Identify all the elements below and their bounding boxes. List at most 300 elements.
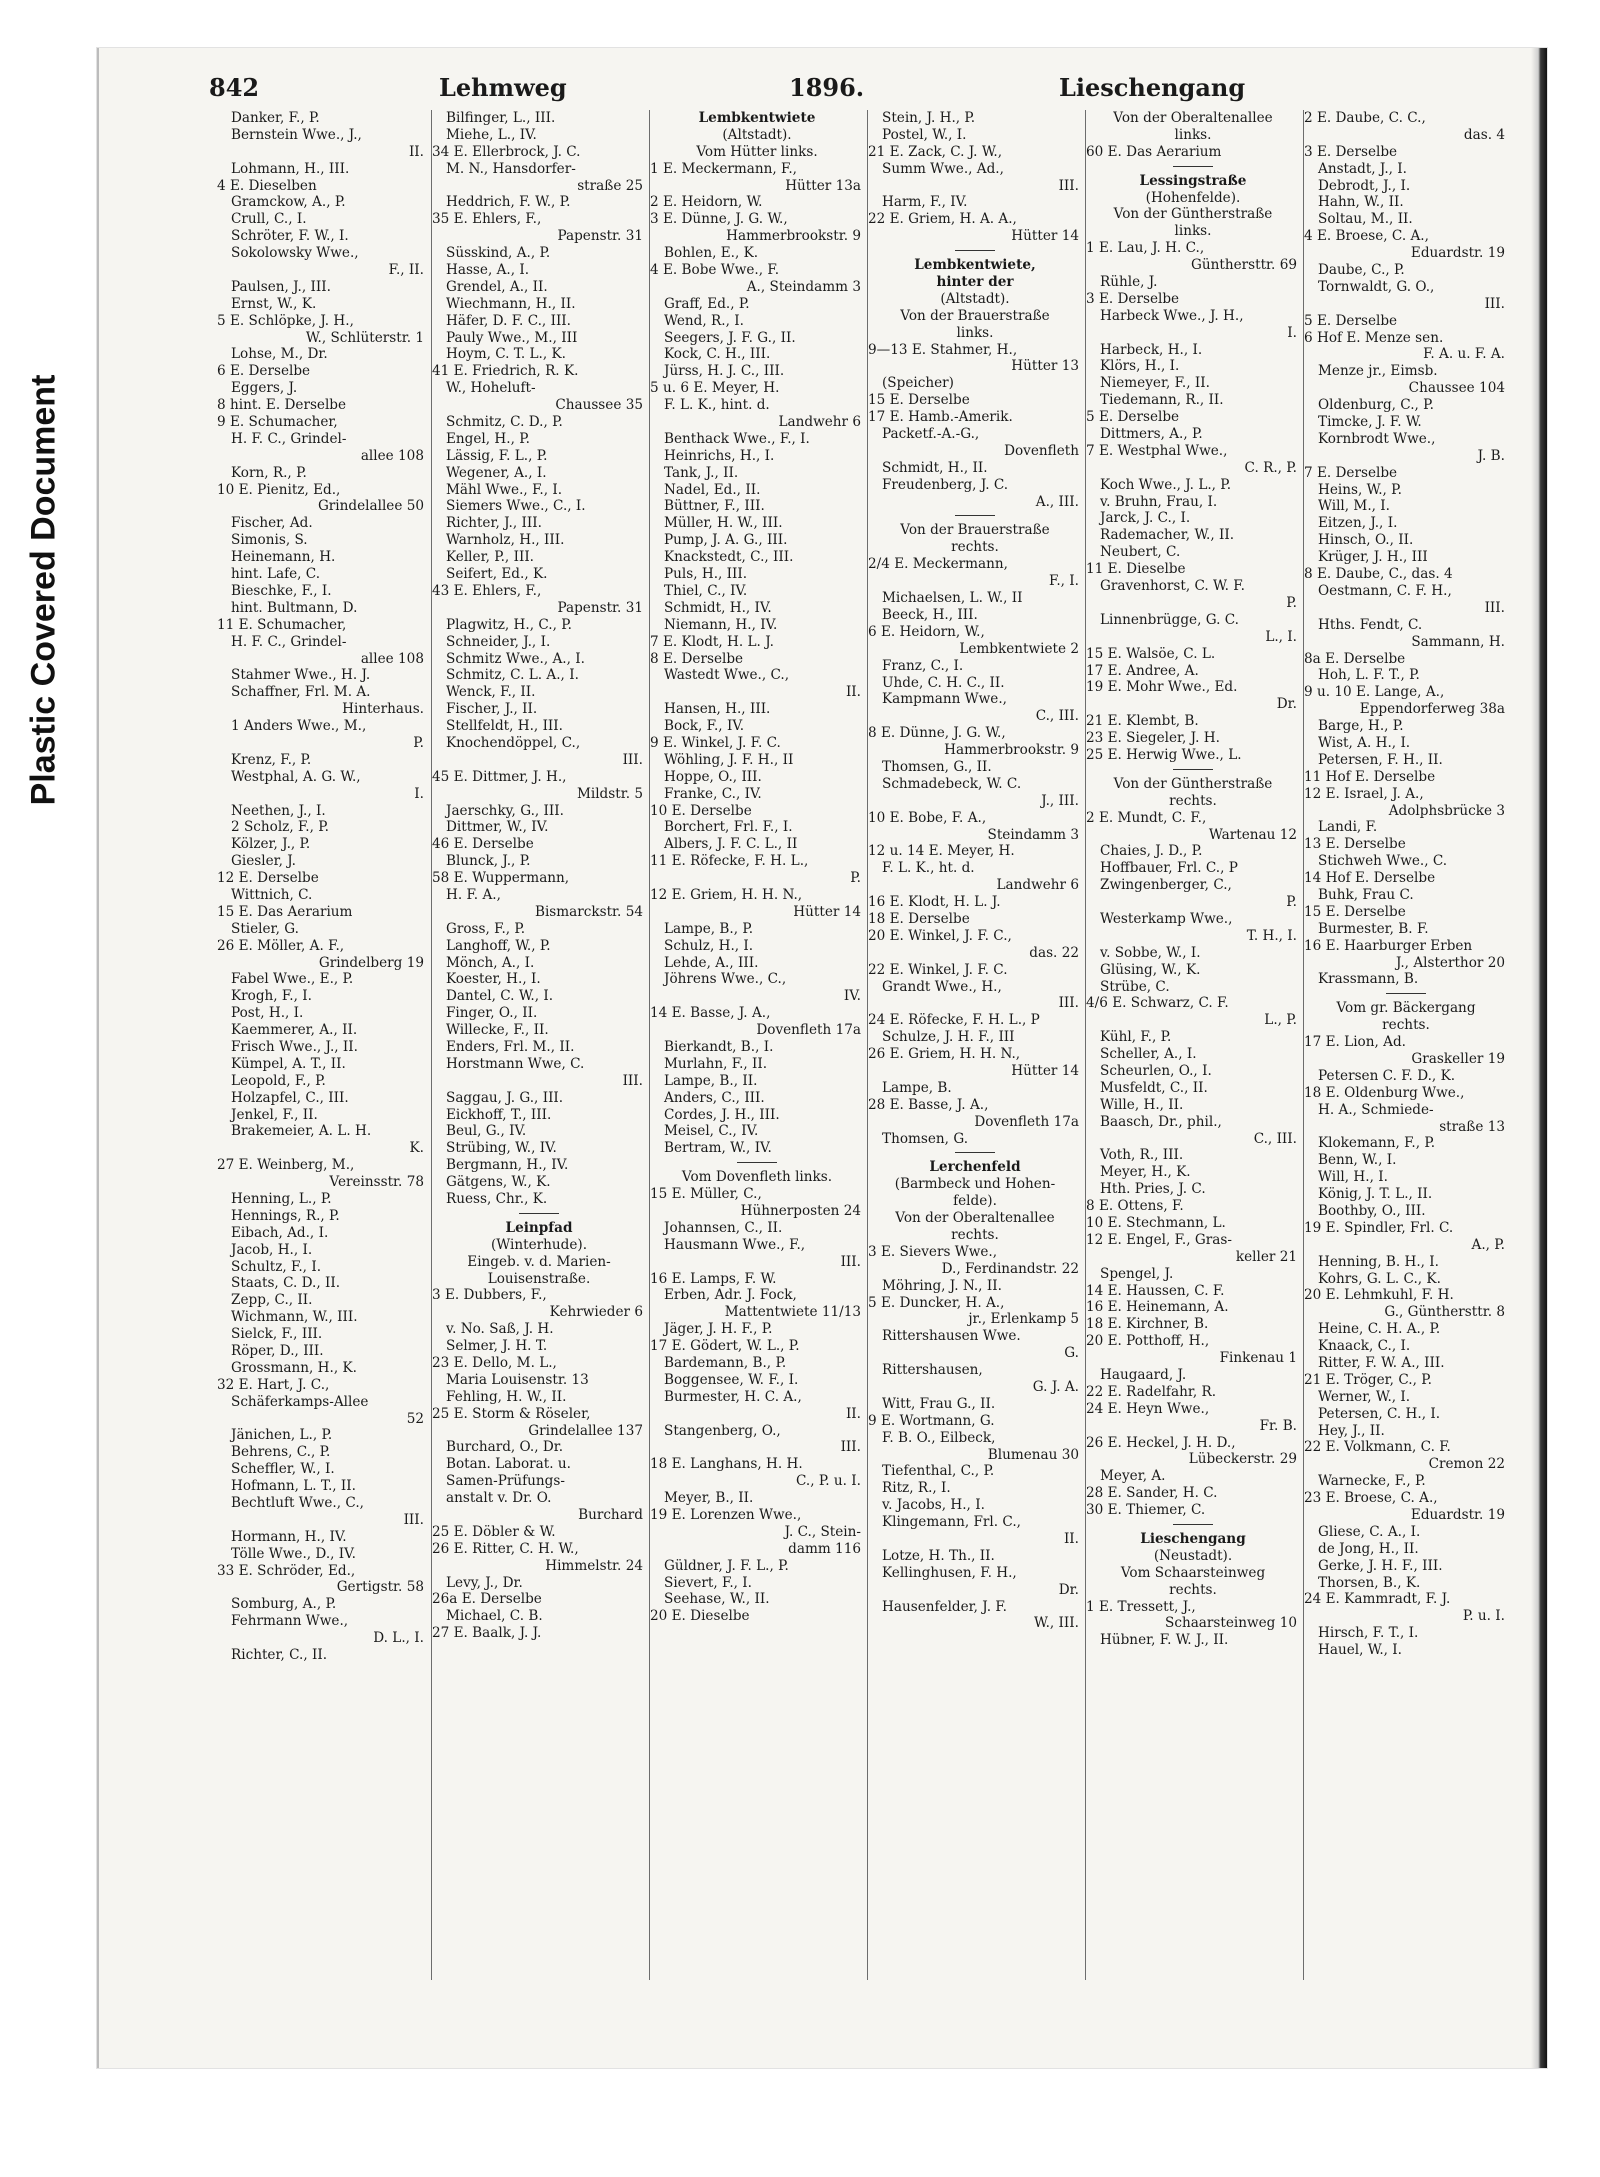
directory-line: C., P. u. I. (795, 1473, 861, 1490)
document-page (97, 48, 1547, 2068)
directory-line: Westerkamp Wwe., (1100, 910, 1233, 927)
directory-line: Gross, F., P. (446, 920, 526, 937)
directory-line: Blunck, J., P. (446, 853, 531, 870)
directory-line: C. R., P. (1244, 459, 1297, 476)
directory-line: Lampe, B., P. (664, 920, 754, 937)
directory-line: G. J. A. (1032, 1379, 1079, 1396)
directory-line: Puls, H., III. (664, 566, 748, 583)
directory-line: Eitzen, J., I. (1318, 515, 1398, 532)
directory-line: Michael, C. B. (446, 1608, 543, 1625)
directory-line: Süsskind, A., P. (446, 245, 551, 262)
directory-line: Fr. B. (1259, 1417, 1297, 1434)
directory-line: A., Steindamm 3 (746, 278, 861, 295)
directory-line: Barge, H., P. (1318, 718, 1404, 735)
directory-line: 16 E. Klodt, H. L. J. (868, 894, 1001, 911)
directory-line: 8 E. Ottens, F. (1086, 1198, 1184, 1215)
directory-line: Wille, H., II. (1100, 1096, 1184, 1113)
directory-line: Grossmann, H., K. (231, 1359, 357, 1376)
directory-line: Soltau, M., II. (1318, 211, 1413, 228)
directory-line: Schröter, F. W., I. (231, 228, 349, 245)
directory-line: 3 E. Sievers Wwe., (868, 1243, 998, 1260)
directory-line: Bieschke, F., I. (231, 582, 332, 599)
directory-line: Timcke, J. F. W. (1318, 414, 1422, 431)
directory-line: Summ Wwe., Ad., (882, 160, 1004, 177)
directory-line: Lohmann, H., III. (231, 160, 350, 177)
directory-line: Behrens, C., P. (231, 1444, 331, 1461)
directory-line: Koch Wwe., J. L., P. (1100, 476, 1232, 493)
directory-line: Hütter 14 (1011, 1062, 1079, 1079)
column-3 (649, 110, 864, 1980)
directory-line: Eggers, J. (231, 380, 298, 397)
directory-line: Müller, H. W., III. (664, 515, 783, 532)
directory-line: Eduardstr. 19 (1410, 245, 1505, 262)
directory-line: Seehase, W., II. (664, 1591, 770, 1608)
directory-line: links. (1174, 223, 1212, 240)
directory-line: Sammann, H. (1411, 633, 1505, 650)
directory-line: D. L., I. (373, 1630, 424, 1647)
directory-line: Sielck, F., III. (231, 1326, 323, 1343)
directory-line: Dr. (1276, 696, 1297, 713)
directory-line: Schäferkamps-Allee (231, 1393, 369, 1410)
directory-line: 46 E. Derselbe (432, 836, 534, 853)
directory-line: (Altstadt). (940, 290, 1010, 307)
directory-line: 2 E. Heidorn, W. (650, 194, 763, 211)
directory-line: F. L. K., hint. d. (664, 397, 770, 414)
directory-line: J. C., Stein- (784, 1523, 861, 1540)
directory-line: Hahn, W., II. (1318, 194, 1404, 211)
directory-line: Klokemann, F., P. (1318, 1135, 1436, 1152)
directory-line: W., Hoheluft- (446, 380, 536, 397)
directory-line: W., Schlüterstr. 1 (305, 329, 424, 346)
directory-line: 9 E. Schumacher, (217, 414, 338, 431)
directory-line: Eppendorferweg 38a (1359, 701, 1505, 718)
directory-line: 1 E. Meckermann, F., (650, 160, 797, 177)
directory-line: 28 E. Sander, H. C. (1086, 1485, 1218, 1502)
directory-line: 4/6 E. Schwarz, C. F. (1086, 995, 1229, 1012)
directory-line: 5 E. Derselbe (1086, 409, 1180, 426)
directory-line: Hühnerposten 24 (740, 1203, 861, 1219)
directory-line: Bardemann, B., P. (664, 1355, 787, 1372)
directory-line: Hennings, R., P. (231, 1207, 340, 1224)
directory-line: (Barmbeck und Hohen- (894, 1176, 1056, 1193)
directory-line: F., I. (1049, 573, 1079, 590)
directory-line: Schmitz Wwe., A., I. (446, 650, 585, 667)
directory-line: 24 E. Kammradt, F. J. (1304, 1591, 1451, 1608)
directory-line: Louisenstraße. (487, 1270, 591, 1287)
directory-line: Wist, A. H., I. (1318, 734, 1411, 751)
directory-line: Dittmers, A., P. (1100, 426, 1203, 443)
directory-line: links. (956, 324, 994, 341)
directory-line: 2/4 E. Meckermann, (868, 556, 1008, 573)
directory-line: rechts. (951, 539, 999, 556)
page-number: 842 (209, 73, 260, 102)
directory-line: Menze jr., Eimsb. (1318, 363, 1438, 380)
directory-line: Witt, Frau G., II. (882, 1395, 996, 1412)
directory-line: J., Alsterthor 20 (1395, 954, 1505, 971)
directory-line: rechts. (951, 1227, 999, 1243)
directory-line: J., III. (1041, 792, 1079, 809)
directory-line: Kehrwieder 6 (549, 1304, 643, 1321)
directory-line: rechts. (1169, 792, 1217, 809)
directory-line: Stellfeldt, H., III. (446, 718, 563, 735)
directory-line: Heinemann, H. (231, 549, 336, 566)
directory-line: Stein, J. H., P. (882, 110, 976, 126)
directory-line: Gerke, J. H. F., III. (1318, 1557, 1443, 1574)
directory-line: Knackstedt, C., III. (664, 549, 794, 566)
directory-line: Chaussee 35 (555, 397, 643, 414)
directory-line: Danker, F., P. (231, 110, 320, 126)
directory-line: Dovenfleth 17a (974, 1113, 1079, 1130)
directory-line: Gliese, C. A., I. (1318, 1523, 1421, 1540)
directory-line: III. (622, 1072, 643, 1089)
directory-line: Möhring, J. N., II. (882, 1277, 1002, 1294)
street-heading: Lerchenfeld (929, 1159, 1021, 1176)
directory-line: Lotze, H. Th., II. (882, 1547, 995, 1564)
directory-line: 15 E. Müller, C., (650, 1186, 762, 1203)
directory-line: Brakemeier, A. L. H. (231, 1123, 372, 1140)
street-heading: Lembkentwiete (698, 110, 816, 126)
directory-line: v. Jacobs, H., I. (882, 1497, 985, 1514)
directory-line: Post, H., I. (231, 1005, 304, 1022)
directory-line: Anders, C., III. (664, 1089, 765, 1106)
directory-line: Westphal, A. G. W., (231, 768, 361, 785)
directory-line: H. F. C., Grindel- (231, 430, 347, 447)
directory-line: 20 E. Potthoff, H., (1086, 1333, 1210, 1350)
directory-line: Hütter 13a (785, 177, 861, 194)
directory-line: 26 E. Ritter, C. H. W., (432, 1540, 579, 1557)
directory-line: 16 E. Lamps, F. W. (650, 1270, 777, 1287)
directory-line: Scheurlen, O., I. (1100, 1062, 1212, 1079)
directory-line: (Altstadt). (722, 126, 792, 143)
directory-line: Lampe, B., II. (664, 1072, 758, 1089)
directory-line: 22 E. Winkel, J. F. C. (868, 961, 1008, 978)
directory-line: Dr. (1058, 1581, 1079, 1598)
directory-line: Fabel Wwe., E., P. (231, 971, 354, 988)
directory-line: Blumenau 30 (987, 1446, 1079, 1463)
directory-line: Anstadt, J., I. (1318, 160, 1407, 177)
directory-line: J. B. (1477, 447, 1505, 464)
directory-line: 35 E. Ehlers, F., (432, 211, 542, 228)
directory-line: Hütter 13 (1011, 358, 1079, 375)
directory-line: Bohlen, E., K. (664, 245, 759, 262)
directory-line: Buhk, Frau C. (1318, 886, 1414, 903)
directory-line: Harbeck, H., I. (1100, 341, 1203, 358)
directory-line: Von der Brauerstraße (900, 307, 1050, 324)
directory-line: Holzapfel, C., III. (231, 1089, 349, 1106)
directory-line: Hütter 14 (793, 903, 861, 920)
directory-line: Bernstein Wwe., J., (231, 126, 362, 143)
directory-line: Von der Güntherstraße (1113, 206, 1273, 223)
directory-line: T. H., I. (1246, 927, 1297, 944)
directory-line: I. (414, 785, 424, 802)
directory-line: W., III. (1034, 1615, 1079, 1632)
directory-line: Freudenberg, J. C. (882, 476, 1009, 493)
directory-line: Langhoff, W., P. (446, 937, 551, 954)
directory-line: Sievert, F., I. (664, 1574, 752, 1591)
directory-line: Will, H., I. (1318, 1169, 1388, 1186)
directory-line: L., I. (1265, 628, 1297, 645)
directory-line: Tiefenthal, C., P. (882, 1463, 995, 1480)
directory-line: Thorsen, B., K. (1318, 1574, 1421, 1591)
directory-line: Tank, J., II. (664, 464, 739, 481)
directory-line: Schaffner, Frl. M. A. (231, 684, 371, 701)
directory-line: H. A., Schmiede- (1318, 1101, 1434, 1118)
directory-line: 6 E. Heidorn, W., (868, 623, 985, 640)
directory-line: Lässig, F. L., P. (446, 447, 548, 464)
directory-line: Beeck, H., III. (882, 606, 978, 623)
directory-line: Schneider, J., I. (446, 633, 551, 650)
directory-line: Michaelsen, L. W., II (882, 590, 1023, 607)
directory-line: 14 E. Haussen, C. F. (1086, 1282, 1225, 1299)
directory-line: Packetf.-A.-G., (882, 426, 980, 443)
directory-line: Jürss, H. J. C., III. (664, 363, 785, 380)
directory-line: 17 E. Hamb.-Amerik. (868, 409, 1013, 426)
directory-line: 12 u. 14 E. Meyer, H. (868, 843, 1015, 860)
directory-line: Harbeck Wwe., J. H., (1100, 307, 1244, 324)
directory-line: 15 E. Das Aerarium (217, 903, 353, 920)
directory-line: Cremon 22 (1428, 1456, 1505, 1473)
directory-line: Gätgens, W., K. (446, 1174, 551, 1191)
section-rule (868, 1147, 1082, 1159)
directory-line: Papenstr. 31 (557, 599, 643, 616)
directory-line: Rittershausen Wwe. (882, 1328, 1021, 1345)
directory-line: Krassmann, B. (1318, 971, 1419, 988)
directory-line: Hinterhaus. (342, 701, 424, 718)
directory-line: Ritter, F. W. A., III. (1318, 1355, 1445, 1372)
directory-line: Kümpel, A. T., II. (231, 1055, 346, 1072)
directory-line: Niemann, H., IV. (664, 616, 778, 633)
directory-line: (Speicher) (882, 375, 954, 392)
directory-line: Büttner, F., III. (664, 498, 765, 515)
directory-line: Jaerschky, G., III. (446, 802, 564, 819)
directory-line: hint. Bultmann, D. (231, 599, 358, 616)
directory-line: 3 E. Derselbe (1086, 290, 1180, 307)
directory-line: 12 E. Derselbe (217, 870, 319, 887)
directory-line: Kölzer, J., P. (231, 836, 311, 853)
directory-line: 7 E. Derselbe (1304, 464, 1398, 481)
directory-line: Stangenberg, O., (664, 1422, 781, 1439)
directory-line: Wend, R., I. (664, 312, 744, 329)
directory-line: 10 E. Pienitz, Ed., (217, 481, 341, 498)
directory-line: Hübner, F. W. J., II. (1100, 1632, 1229, 1649)
directory-line: 26a E. Derselbe (432, 1591, 542, 1608)
directory-line: 26 E. Heckel, J. H. D., (1086, 1434, 1236, 1451)
directory-line: Fischer, Ad. (231, 515, 313, 532)
directory-line: Rademacher, W., II. (1100, 527, 1235, 544)
directory-line: Bechtluft Wwe., C., (231, 1495, 364, 1512)
directory-line: III. (1484, 295, 1505, 312)
directory-line: Von der Güntherstraße (1113, 775, 1273, 792)
directory-line: Benthack Wwe., F., I. (664, 430, 810, 447)
directory-line: Niemeyer, F., II. (1100, 375, 1210, 392)
directory-line: Meisel, C., IV. (664, 1123, 759, 1140)
directory-line: 52 (406, 1410, 424, 1427)
directory-line: Levy, J., Dr. (446, 1574, 523, 1591)
directory-line: Graff, Ed., P. (664, 295, 750, 312)
directory-line: Daube, C., P. (1318, 262, 1405, 279)
directory-line: A., P. (1471, 1236, 1505, 1253)
directory-line: 18 E. Kirchner, B. (1086, 1316, 1209, 1333)
directory-line: Günthersttr. 69 (1191, 257, 1297, 274)
street-heading: Lessingstraße (1139, 172, 1247, 189)
directory-line: 5 u. 6 E. Meyer, H. (650, 380, 780, 397)
directory-line: Strübing, W., IV. (446, 1140, 557, 1157)
section-rule (650, 1157, 864, 1169)
section-rule (1304, 988, 1508, 1000)
left-running-title: Lehmweg (439, 73, 567, 102)
directory-line: Thiel, C., IV. (664, 582, 748, 599)
directory-line: Mähl Wwe., F., I. (446, 481, 563, 498)
directory-line: Schaarsteinweg 10 (1165, 1615, 1297, 1632)
directory-line: 22 E. Radelfahr, R. (1086, 1383, 1217, 1400)
directory-line: Schmitz, C. L. A., I. (446, 667, 579, 684)
directory-line: Vom Schaarsteinweg (1120, 1564, 1266, 1581)
directory-line: Zwingenberger, C., (1100, 877, 1232, 894)
directory-line: 26 E. Möller, A. F., (217, 937, 345, 954)
directory-line: Chaies, J. D., P. (1100, 843, 1203, 860)
directory-line: Kock, C. H., III. (664, 346, 771, 363)
directory-line: Petersen C. F. D., K. (1318, 1067, 1456, 1084)
directory-line: hint. Lafe, C. (231, 566, 321, 583)
book-spine-shadow (1531, 48, 1547, 2068)
section-rule (868, 245, 1082, 257)
directory-line: 5 E. Duncker, H. A., (868, 1294, 1005, 1311)
directory-line: Murlahn, F., II. (664, 1055, 768, 1072)
directory-line: allee 108 (360, 447, 424, 464)
directory-line: 16 E. Heinemann, A. (1086, 1299, 1229, 1316)
directory-line: Scheffler, W., I. (231, 1461, 335, 1478)
directory-line: 9 u. 10 E. Lange, A., (1304, 684, 1445, 701)
directory-line: Staats, C. D., II. (231, 1275, 341, 1292)
directory-line: C., III. (1035, 708, 1079, 725)
section-rule (432, 1208, 646, 1220)
directory-line: Jenkel, F., II. (231, 1106, 318, 1123)
directory-line: 20 E. Lehmkuhl, F. H. (1304, 1287, 1454, 1304)
directory-line: Vom Dovenfleth links. (681, 1169, 833, 1186)
directory-line: Gravenhorst, C. W. F. (1100, 578, 1245, 595)
directory-line: Von der Oberaltenallee (1113, 110, 1273, 126)
directory-line: 26 E. Griem, H. H. N., (868, 1046, 1021, 1063)
directory-line: 18 E. Langhans, H. H. (650, 1456, 803, 1473)
directory-line: Mildstr. 5 (576, 785, 643, 802)
directory-line: Lembkentwiete 2 (959, 640, 1079, 657)
directory-line: v. Sobbe, W., I. (1100, 944, 1201, 961)
directory-line: Meyer, B., II. (664, 1490, 754, 1507)
directory-line: Jäger, J. H. F., P. (664, 1321, 773, 1338)
directory-line: Wegener, A., I. (446, 464, 547, 481)
directory-line: Wartenau 12 (1208, 826, 1297, 843)
directory-line: Hoym, C. T. L., K. (446, 346, 566, 363)
directory-line: Eickhoff, T., III. (446, 1106, 552, 1123)
directory-line: links. (1174, 126, 1212, 143)
street-heading: Leinpfad (505, 1219, 573, 1236)
directory-line: Hausmann Wwe., F., (664, 1236, 806, 1253)
directory-line: 11 Hof E. Derselbe (1304, 768, 1436, 785)
directory-line: Mönch, A., I. (446, 954, 535, 971)
directory-line: C., III. (1253, 1130, 1297, 1147)
directory-line: Fehrmann Wwe., (231, 1613, 349, 1630)
directory-line: Lübeckerstr. 29 (1188, 1451, 1297, 1468)
directory-line: Adolphsbrücke 3 (1388, 802, 1505, 819)
directory-line: 21 E. Zack, C. J. W., (868, 143, 1003, 160)
directory-line: Heinrichs, H., I. (664, 447, 775, 464)
column-1 (217, 110, 427, 1980)
directory-line: Von der Oberaltenallee (895, 1210, 1055, 1227)
directory-line: Kornbrodt Wwe., (1318, 430, 1436, 447)
directory-line: Glüsing, W., K. (1100, 961, 1201, 978)
directory-line: Franz, C., I. (882, 657, 964, 674)
directory-line: 23 E. Siegeler, J. H. (1086, 730, 1220, 747)
directory-line: 12 E. Engel, F., Gras- (1086, 1231, 1232, 1248)
directory-line: 4 E. Broese, C. A., (1304, 228, 1429, 245)
directory-line: Bierkandt, B., I. (664, 1038, 774, 1055)
directory-line: Strübe, C. (1100, 978, 1170, 995)
directory-line: Selmer, J. H. T. (446, 1338, 548, 1355)
directory-line: Paulsen, J., III. (231, 278, 331, 295)
directory-line: 23 E. Broese, C. A., (1304, 1490, 1438, 1507)
directory-line: Siemers Wwe., C., I. (446, 498, 586, 515)
directory-line: Jarck, J. C., I. (1100, 510, 1191, 527)
directory-line: Von der Brauerstraße (900, 522, 1050, 539)
directory-line: III. (840, 1439, 861, 1456)
directory-line: Franke, C., IV. (664, 785, 762, 802)
directory-line: P. u. I. (1462, 1608, 1505, 1625)
column-2 (431, 110, 646, 1980)
directory-line: Botan. Laborat. u. (446, 1456, 571, 1473)
directory-line: Wichmann, W., III. (231, 1309, 358, 1326)
directory-line: F. B. O., Eilbeck, (882, 1429, 996, 1446)
directory-line: 2 E. Daube, C. C., (1304, 110, 1426, 126)
directory-line: Neubert, C. (1100, 544, 1181, 561)
directory-line: III. (1058, 177, 1079, 194)
directory-line: 14 E. Basse, J. A., (650, 1005, 771, 1022)
directory-line: Stahmer Wwe., H. J. (231, 667, 371, 684)
directory-line: Samen-Prüfungs- (446, 1473, 565, 1490)
directory-line: Hoh, L. F. T., P. (1318, 667, 1420, 684)
directory-line: Heins, W., P. (1318, 481, 1402, 498)
directory-line: Wiechmann, H., II. (446, 295, 576, 312)
directory-line: 19 E. Mohr Wwe., Ed. (1086, 679, 1238, 696)
section-rule (1086, 161, 1300, 173)
directory-line: 20 E. Dieselbe (650, 1608, 750, 1625)
street-heading: Lieschengang (1140, 1531, 1246, 1548)
directory-line: P. (1286, 594, 1297, 611)
directory-line: Jänichen, L., P. (231, 1427, 333, 1444)
directory-line: Saggau, J. G., III. (446, 1089, 564, 1106)
directory-line: 11 E. Röfecke, F. H. L., (650, 853, 809, 870)
directory-line: Musfeldt, C., II. (1100, 1079, 1208, 1096)
directory-line: G. (1064, 1345, 1079, 1362)
directory-line: Wastedt Wwe., C., (664, 667, 790, 684)
directory-line: 60 E. Das Aerarium (1086, 143, 1222, 160)
directory-line: 33 E. Schröder, Ed., (217, 1562, 356, 1579)
directory-line: 32 E. Hart, J. C., (217, 1376, 330, 1393)
directory-line: allee 108 (360, 650, 424, 667)
directory-line: Krogh, F., I. (231, 988, 312, 1005)
directory-line: Chaussee 104 (1408, 380, 1505, 397)
directory-line: Ritz, R., I. (882, 1480, 951, 1497)
directory-line: II. (845, 684, 861, 701)
directory-line: 15 E. Walsöe, C. L. (1086, 645, 1216, 662)
directory-line: Vom Hütter links. (696, 143, 818, 160)
directory-line: das. 4 (1463, 126, 1505, 143)
directory-line: Landwehr 6 (778, 414, 861, 431)
directory-line: Neethen, J., I. (231, 802, 326, 819)
directory-line: Knaack, C., I. (1318, 1338, 1411, 1355)
directory-line: Krüger, J. H., III (1318, 549, 1428, 566)
directory-line: 17 E. Andree, A. (1086, 662, 1199, 679)
directory-line: Lampe, B. (882, 1079, 952, 1096)
